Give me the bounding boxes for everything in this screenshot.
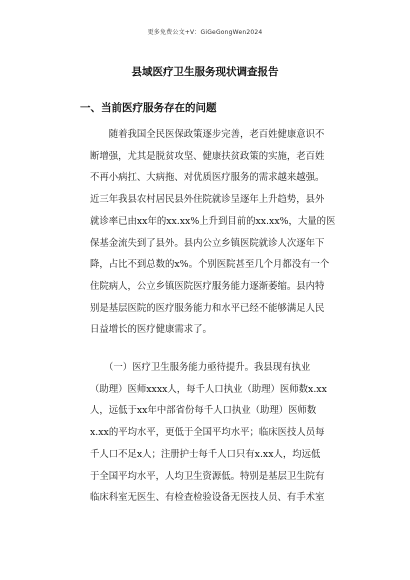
paragraph-line: 随着我国全民医保政策逐步完善，老百姓健康意识不 <box>90 129 325 140</box>
paragraph-line: 保基金流失到了县外。县内公立乡镇医院就诊人次逐年下 <box>90 237 325 249</box>
section-heading: 一、当前医疗服务存在的问题 <box>80 102 217 114</box>
paragraph-line: 千人口不足x人；注册护士每千人口只有x.xx人，均远低 <box>90 448 321 460</box>
paragraph-line: 临床科室无医生、有检查检验设备无医技人员、有手术室 <box>90 492 325 504</box>
paragraph-line: 近三年我县农村居民县外住院就诊呈逐年上升趋势，县外 <box>90 194 325 206</box>
paragraph-line: x.xx的平均水平，更低于全国平均水平；临床医技人员每 <box>90 427 325 439</box>
paragraph-line: 住院病人，公立乡镇医院医疗服务能力逐渐萎缩。县内特 <box>90 280 325 292</box>
paragraph-line: 于全国平均水平，人均卫生资源低。特别是基层卫生院有 <box>90 470 325 482</box>
paragraph-1 <box>90 124 346 341</box>
paragraph-line: 不再小病扛、大病拖、对优质医疗服务的需求越来越强。 <box>90 172 325 184</box>
paragraph-line: （助理）医师xxxx人，每千人口执业（助理）医师数x.xx <box>90 383 327 395</box>
paragraph-line: 别是基层医院的医疗服务能力和水平已经不能够满足人民 <box>90 302 325 314</box>
paragraph-2 <box>90 357 346 509</box>
paragraph-line: 人，远低于xx年中部省份每千人口执业（助理）医师数 <box>90 405 317 417</box>
header-watermark: 更多免费公文+V：GiGeGongWen2024 <box>147 29 263 36</box>
paragraph-line: 降，占比不到总数的x%。个别医院甚至几个月都没有一个 <box>90 259 330 271</box>
paragraph-line: 断增强，尤其是脱贫攻坚、健康扶贫政策的实施，老百姓 <box>90 150 325 162</box>
paragraph-line: 就诊率已由xx年的xx.xx%上升到目前的xx.xx%，大量的医 <box>90 215 336 227</box>
paragraph-line: 日益增长的医疗健康需求了。 <box>90 324 212 336</box>
paragraph-line: （一）医疗卫生服务能力亟待提升。我县现有执业 <box>90 362 311 373</box>
document-title: 县域医疗卫生服务现状调查报告 <box>131 66 279 78</box>
